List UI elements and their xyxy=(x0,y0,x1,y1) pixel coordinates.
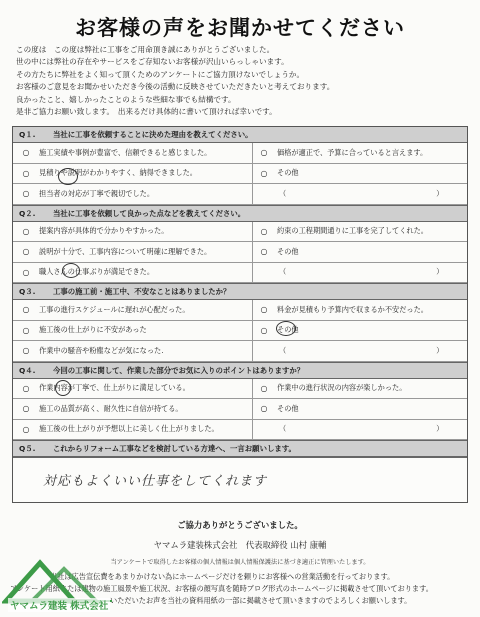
option-label: 施工後の仕上がりに不安があった xyxy=(39,325,147,335)
option-marker: ○ xyxy=(260,148,268,158)
question-header-q5 xyxy=(13,440,467,457)
page-title: お客様の声をお聞かせてください xyxy=(75,16,405,40)
question-header-q1 xyxy=(13,127,467,143)
hand-drawn-circle xyxy=(276,321,296,336)
option-label: 提案内容が具体的で分かりやすかった。 xyxy=(39,226,169,236)
option-label: 作業内容が丁寧で、仕上がりに満足している。 xyxy=(39,383,190,393)
question-number: Q３. xyxy=(19,287,36,296)
option-marker: ○ xyxy=(22,305,30,315)
question-text: 当社に工事を依頼して良かった点などを教えてください。 xyxy=(53,208,246,218)
hand-drawn-circle xyxy=(55,380,71,396)
option-label: 施工実績や事例が豊富で、信頼できると感じました。 xyxy=(39,147,212,157)
footer-line: いただいたお声を当社の資料用紙の一部に掲載させて頂いきますのでよろしくお願いします。 xyxy=(110,596,412,605)
option-label: その他 xyxy=(277,168,299,178)
privacy-notice: 当アンケートで取得したお客様の個人情報は個人情報保護法に基づき適正に管理いたします。 xyxy=(110,559,370,566)
question-text: 当社に工事を依頼することに決めた理由を教えてください。 xyxy=(53,130,253,139)
q5-answer-field[interactable] xyxy=(13,457,467,502)
intro-text xyxy=(16,44,466,118)
option-q2-2[interactable] xyxy=(253,222,467,242)
close-paren: ） xyxy=(436,345,444,355)
option-label: 工事の進行スケジュールに遅れが心配だった。 xyxy=(39,304,190,314)
option-row xyxy=(13,143,467,164)
option-label: その他 xyxy=(277,403,299,413)
option-row xyxy=(13,399,467,420)
option-row xyxy=(13,184,467,205)
option-q1-1[interactable] xyxy=(13,143,253,163)
handwritten-answer: 対応もよくいい仕事をしてくれます xyxy=(43,474,268,489)
option-marker: ○ xyxy=(22,383,30,393)
option-label: 作業中の騒音や粉塵などが気になった. xyxy=(39,345,164,355)
open-paren: （ xyxy=(279,424,287,434)
footer-line: 当社は広告宣伝費をあまりかけない為にホームページだけを頼りにお客様への営業活動を行っております。 xyxy=(50,572,395,581)
option-label: 料金が見積もり予算内で収まるか不安だった。 xyxy=(277,304,428,314)
intro-line: その方たちに弊社をよく知って頂くためのアンケートにご協力頂けないでしょうか。 xyxy=(16,69,305,79)
option-label: 作業中の進行状況の内容が楽しかった。 xyxy=(277,383,407,393)
option-marker: ○ xyxy=(22,346,30,356)
option-label: 価格が適正で、予算に合っていると言えます。 xyxy=(277,147,428,157)
option-q4-3[interactable] xyxy=(13,399,253,419)
option-marker: ○ xyxy=(260,247,268,257)
question-text: 工事の施工前・施工中、不安なことはありましたか？ xyxy=(53,287,231,296)
close-paren: ） xyxy=(436,267,444,277)
other-input-q3[interactable] xyxy=(253,341,467,361)
survey-table xyxy=(12,126,468,503)
option-marker: ○ xyxy=(22,267,30,277)
option-marker: ○ xyxy=(260,404,268,414)
option-marker: ○ xyxy=(22,189,30,199)
question-number: Q２. xyxy=(19,208,36,218)
option-label: 担当者の対応が丁寧で親切でした。 xyxy=(39,188,155,198)
option-q4-4[interactable] xyxy=(13,420,253,440)
option-row xyxy=(13,300,467,321)
intro-line: 是非ご協力お願い致します。 出来るだけ具体的に書いて頂ければ幸いです。 xyxy=(16,107,277,117)
option-q3-1[interactable] xyxy=(13,300,253,320)
question-header-q3 xyxy=(13,283,467,300)
option-row xyxy=(13,222,467,243)
other-input-q2[interactable] xyxy=(253,263,467,283)
intro-line: 世の中には弊社の存在やサービスをご存知ないお客様が沢山いらっしゃいます。 xyxy=(16,57,289,67)
question-number: Q４. xyxy=(19,365,36,375)
option-marker: ○ xyxy=(22,424,30,434)
option-marker: ○ xyxy=(260,305,268,315)
option-marker: ○ xyxy=(22,148,30,158)
intro-line: 良かったこと、嬉しかったことのような些細な事でも結構です。 xyxy=(16,94,236,104)
option-row xyxy=(13,321,467,342)
question-header-q2 xyxy=(13,205,467,222)
other-input-q1[interactable] xyxy=(253,184,467,204)
question-text: これからリフォーム工事などを検討している方達へ、一言お願いします。 xyxy=(53,444,296,453)
open-paren: （ xyxy=(279,345,287,355)
option-label: 職人さんの仕事ぶりが満足できた。 xyxy=(39,267,155,277)
option-label: 施工後の仕上がりが予想以上に美しく仕上がりました。 xyxy=(39,424,219,434)
option-marker: ○ xyxy=(260,383,268,393)
option-q1-other[interactable] xyxy=(253,164,467,184)
close-paren: ） xyxy=(436,424,444,434)
option-marker: ○ xyxy=(22,404,30,414)
option-label: 施工の品質が高く、耐久性に自信が持てる。 xyxy=(39,403,183,413)
option-q4-1[interactable] xyxy=(13,379,253,399)
intro-line: お客様のご意見をお聞かせいただき今後の活動に反映させていただきたいと考えております。 xyxy=(16,82,335,92)
option-marker: ○ xyxy=(22,247,30,257)
option-q2-other[interactable] xyxy=(253,242,467,262)
other-input-q4[interactable] xyxy=(253,420,467,440)
open-paren: （ xyxy=(279,188,287,198)
question-header-q4 xyxy=(13,362,467,379)
close-paren: ） xyxy=(436,188,444,198)
option-q3-4[interactable] xyxy=(13,341,253,361)
option-row xyxy=(13,263,467,284)
option-q3-2[interactable] xyxy=(253,300,467,320)
option-q4-2[interactable] xyxy=(253,379,467,399)
thanks-message: ご協力ありがとうございました。 xyxy=(177,520,303,530)
option-row xyxy=(13,341,467,362)
option-q1-2[interactable] xyxy=(253,143,467,163)
option-marker: ○ xyxy=(22,226,30,236)
question-text: 今回の工事に関して、作業した部分でお気に入りのポイントはありますか？ xyxy=(53,365,305,375)
option-label: その他 xyxy=(277,325,299,335)
option-row xyxy=(13,164,467,185)
option-q1-3[interactable] xyxy=(13,164,253,184)
option-q2-4[interactable] xyxy=(13,263,253,283)
option-row xyxy=(13,242,467,263)
option-marker: ○ xyxy=(22,168,30,178)
hand-drawn-circle xyxy=(62,263,80,278)
option-label: 説明が十分で、工事内容について明確に理解できた。 xyxy=(39,246,212,256)
option-label: その他 xyxy=(277,246,299,256)
logo-wordmark: ヤマムラ建装 株式会社 xyxy=(8,598,110,612)
option-q1-4[interactable] xyxy=(13,184,253,204)
footer-line: アンケート用紙または建物の施工風景や施工状況、お客様の顔写真を随時ブログ形式のホームページに掲載させて頂いております。 xyxy=(10,584,433,593)
option-marker: ○ xyxy=(260,325,268,335)
company-name: ヤマムラ建装株式会社 代表取締役 山村 康輔 xyxy=(153,540,327,550)
option-row xyxy=(13,379,467,400)
option-marker: ○ xyxy=(22,325,30,335)
option-q2-1[interactable] xyxy=(13,222,253,242)
option-q2-3[interactable] xyxy=(13,242,253,262)
intro-line: この度は この度は弊社に工事をご用命頂き誠にありがとうございました。 xyxy=(16,45,275,54)
option-label: 約束の工程期間通りに工事を完了してくれた。 xyxy=(277,226,428,236)
option-marker: ○ xyxy=(260,168,268,178)
open-paren: （ xyxy=(279,267,287,277)
question-number: Q５. xyxy=(19,444,36,453)
option-marker: ○ xyxy=(260,226,268,236)
option-q4-other[interactable] xyxy=(253,399,467,419)
option-row xyxy=(13,420,467,441)
option-q3-3[interactable] xyxy=(13,321,253,341)
option-label: 見積りや説明がわかりやすく、納得できました。 xyxy=(39,168,197,178)
question-number: Q１. xyxy=(19,130,36,139)
hand-drawn-circle xyxy=(58,168,78,185)
